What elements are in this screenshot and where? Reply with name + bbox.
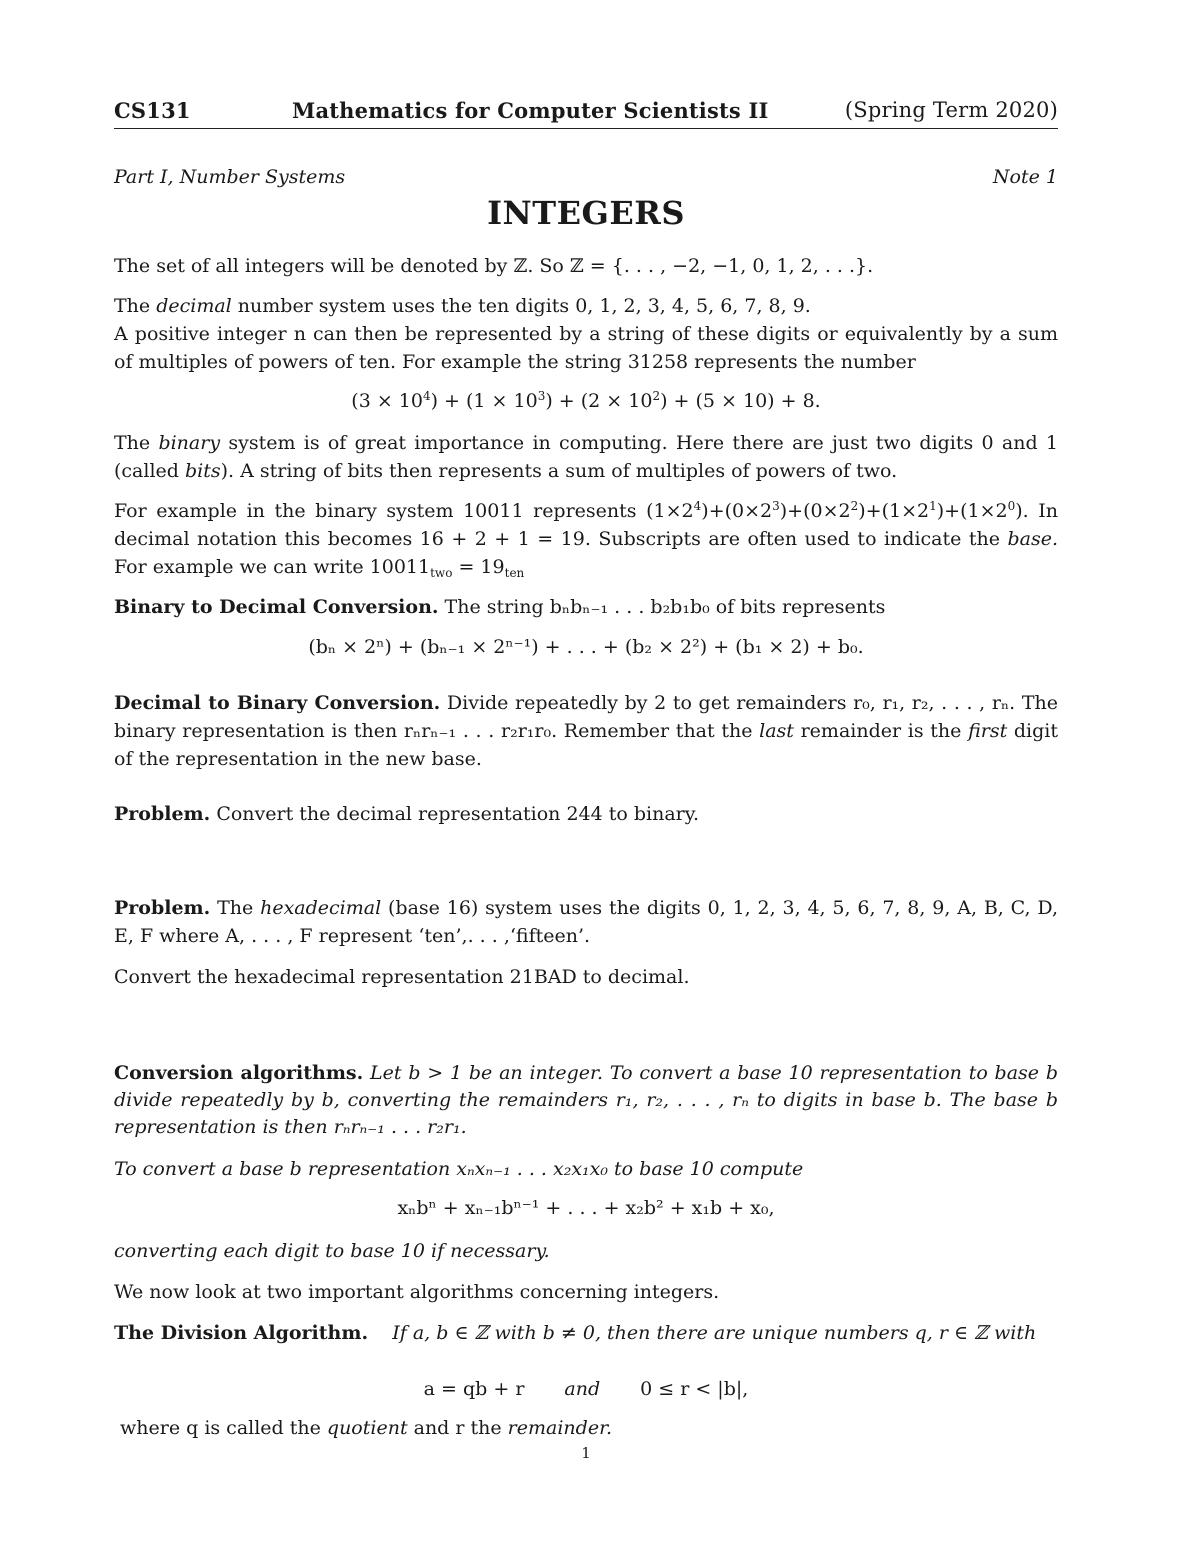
text: The — [210, 897, 261, 919]
exponent: 0 — [1007, 499, 1016, 513]
binary-to-decimal-formula: (bₙ × 2ⁿ) + (bₙ₋₁ × 2ⁿ⁻¹) + . . . + (b₂ × 2²) + (b₁ × 2) + b₀. — [308, 636, 864, 658]
base-b-formula: xₙbⁿ + xₙ₋₁bⁿ⁻¹ + . . . + x₂b² + x₁b + x₀, — [397, 1197, 775, 1219]
exponent: 2 — [652, 389, 661, 403]
subscript: ten — [504, 566, 525, 580]
page-header — [114, 98, 1058, 129]
formula-part: (3 × 10 — [351, 390, 423, 412]
formula-part: ) + (1 × 10 — [430, 390, 538, 412]
binary-to-decimal-paragraph — [114, 593, 1058, 621]
two-algorithms-sentence: We now look at two important algorithms concerning integers. — [114, 1281, 720, 1303]
formula-right: 0 ≤ r < |b|, — [640, 1378, 749, 1400]
formula-and: and — [564, 1378, 601, 1400]
exponent: 1 — [929, 499, 937, 513]
binary-pre: The — [114, 432, 159, 454]
binary-mid: system is of great importance in computing. Here there are just two digits 0 and 1 (called — [114, 432, 1058, 482]
text: where q is called the — [120, 1417, 327, 1439]
course-title: Mathematics for Computer Scientists II — [292, 98, 769, 123]
text: converting each digit to base 10 if necessary. — [114, 1240, 550, 1262]
last-term: last — [759, 720, 794, 742]
quotient-term: quotient — [326, 1417, 408, 1439]
course-term: (Spring Term 2020) — [844, 98, 1058, 122]
decimal-paragraph — [114, 292, 1058, 320]
text: Let b > 1 be an integer. To convert a base 10 representation to base b divide repeatedly by b, converting the remainders r₁, r₂, . . . , rₙ to digits in base b. The base b representation is then rₙrₙ₋₁ . . . r₂r₁. — [114, 1062, 1059, 1138]
text: )+(1×2 — [936, 500, 1008, 522]
decimal-to-binary-paragraph — [114, 689, 1058, 773]
exponent: 4 — [693, 499, 702, 513]
text: and r the — [407, 1417, 508, 1439]
text: Convert the decimal representation 244 to binary. — [210, 803, 700, 825]
text: )+(1×2 — [858, 500, 930, 522]
text: )+(0×2 — [779, 500, 851, 522]
text: In decimal notation this becomes 16 + 2 + 1 = 19. Subscripts are often used to indicate the — [114, 500, 1058, 550]
problem-1 — [114, 800, 1058, 828]
exponent: 3 — [772, 499, 780, 513]
decimal-post: number system uses the ten digits 0, 1, 2, 3, 4, 5, 6, 7, 8, 9. — [231, 295, 811, 317]
decimal-example-formula — [0, 390, 1172, 412]
text: = 19 — [452, 556, 505, 578]
binary-example-paragraph — [114, 497, 1058, 581]
binary-term: binary — [158, 432, 221, 454]
section-heading: Conversion algorithms. — [114, 1062, 364, 1084]
bits-term: bits — [184, 460, 221, 482]
problem-2 — [114, 894, 1058, 950]
conversion-algorithms — [114, 1060, 1058, 1141]
section-heading: Decimal to Binary Conversion. — [114, 692, 441, 714]
text: For example in the binary system 10011 represents (1×2 — [114, 500, 694, 522]
section-heading: The Division Algorithm. — [114, 1322, 369, 1344]
section-heading: Binary to Decimal Conversion. — [114, 596, 439, 618]
exponent: 3 — [537, 389, 546, 403]
problem-heading: Problem. — [114, 803, 211, 825]
text: )+(0×2 — [701, 500, 773, 522]
page-number: 1 — [581, 1444, 591, 1462]
text: remainder is the — [793, 720, 969, 742]
remainder-term: remainder. — [507, 1417, 613, 1439]
division-formula — [0, 1378, 1172, 1400]
base-term: base. — [1007, 528, 1058, 550]
decimal-pre: The — [114, 295, 157, 317]
decimal-term: decimal — [156, 295, 232, 317]
text: For example we can write 10011 — [114, 556, 431, 578]
problem-heading: Problem. — [114, 897, 211, 919]
hexadecimal-term: hexadecimal — [260, 897, 382, 919]
text: (base 16) system uses the digits 0, 1, 2, 3, 4, 5, 6, 7, 8, 9, A, B, C, D, E, F where A, . . . , F represent ‘ten’,. . . ,‘fifteen’. — [114, 897, 1058, 947]
text: The string bₙbₙ₋₁ . . . b₂b₁b₀ of bits represents — [438, 596, 886, 618]
note-label: Note 1 — [992, 166, 1058, 188]
set-paragraph: The set of all integers will be denoted by ℤ. So ℤ = {. . . , −2, −1, 0, 1, 2, . . .}. — [114, 255, 874, 277]
formula-part: ) + (5 × 10) + 8. — [660, 390, 821, 412]
text: digit of the representation in the new base. — [114, 720, 1059, 770]
quotient-remainder-note — [120, 1414, 1064, 1442]
course-code: CS131 — [114, 98, 191, 123]
text: To convert a base b representation xₙxₙ₋₁ . . . x₂x₁x₀ to base 10 compute — [114, 1158, 804, 1180]
text: ). — [1015, 500, 1029, 522]
part-line — [114, 166, 1058, 188]
page-title: INTEGERS — [487, 194, 685, 232]
subscript: two — [430, 566, 453, 580]
formula-part: ) + (2 × 10 — [545, 390, 653, 412]
theorem-statement: If a, b ∈ ℤ with b ≠ 0, then there are unique numbers q, r ∈ ℤ with — [392, 1322, 1037, 1344]
text: Divide repeatedly by 2 to get remainders r₀, r₁, r₂, . . . , rₙ. The binary representation is then rₙrₙ₋₁ . . . r₂r₁r₀. Remember that the — [114, 692, 1058, 742]
formula-left: a = qb + r — [423, 1378, 525, 1400]
part-label: Part I, Number Systems — [114, 166, 346, 188]
converting-note — [114, 1237, 1058, 1265]
division-algorithm — [114, 1319, 1058, 1347]
problem-2-convert: Convert the hexadecimal representation 21BAD to decimal. — [114, 966, 690, 988]
binary-post: ). A string of bits then represents a sum of multiples of powers of two. — [220, 460, 898, 482]
first-term: first — [968, 720, 1008, 742]
exponent: 4 — [422, 389, 431, 403]
exponent: 2 — [850, 499, 859, 513]
convert-base-b — [114, 1155, 1058, 1183]
binary-paragraph — [114, 429, 1058, 485]
positive-integer-paragraph: A positive integer n can then be represented by a string of these digits or equivalently by a sum of multiples of powers of ten. For example the string 31258 represents the number — [114, 323, 1058, 373]
